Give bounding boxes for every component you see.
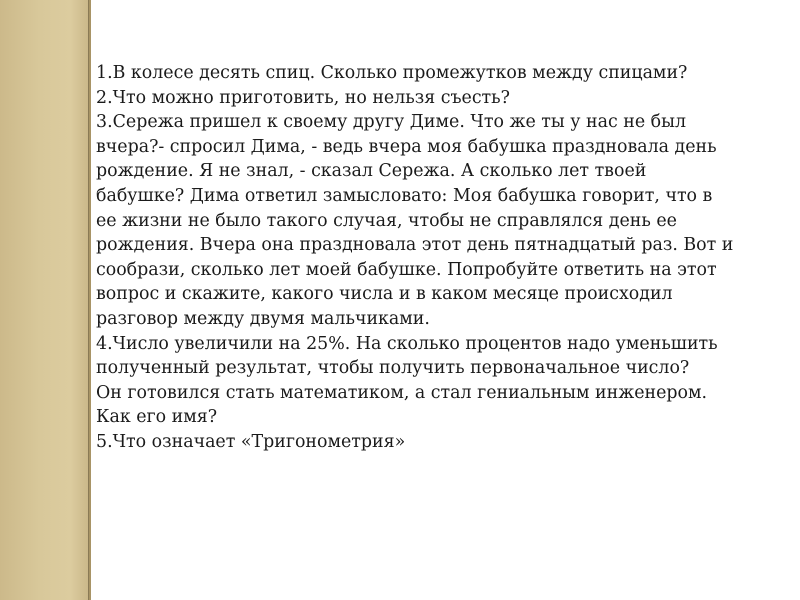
text-line: бабушке? Дима ответил замысловато: Моя бабушка говорит, что в	[96, 185, 713, 206]
text-line: рождение. Я не знал, - сказал Сережа. А сколько лет твоей	[96, 161, 647, 182]
text-line: разговор между двумя мальчиками.	[96, 308, 430, 329]
text-line: вопрос и скажите, какого числа и в каком месяце происходил	[96, 284, 673, 305]
text-line: Как его имя?	[96, 407, 218, 428]
text-line: Он готовился стать математиком, а стал гениальным инженером.	[96, 382, 708, 403]
text-line: 1.В колесе десять спиц. Сколько промежутков между спицами?	[96, 63, 688, 83]
text-line: 2.Что можно приготовить, но нельзя съесть?	[96, 87, 510, 108]
text-line: сообрази, сколько лет моей бабушке. Попробуйте ответить на этот	[96, 259, 717, 280]
text-line: ее жизни не было такого случая, чтобы не справлялся день ее	[96, 210, 677, 231]
text-line: рождения. Вчера она праздновала этот день пятнадцатый раз. Вот и	[96, 235, 734, 256]
questions-text	[96, 61, 756, 455]
text-line: 3.Сережа пришел к своему другу Диме. Что же ты у нас не был	[96, 112, 687, 133]
decorative-side-band	[0, 0, 89, 600]
text-line: 4.Число увеличили на 25%. На сколько процентов надо уменьшить	[96, 333, 718, 354]
text-line: полученный результат, чтобы получить первоначальное число?	[96, 358, 690, 379]
text-line: вчера?- спросил Дима, - ведь вчера моя бабушка праздновала день	[96, 136, 717, 157]
text-line: 5.Что означает «Тригонометрия»	[96, 431, 406, 452]
